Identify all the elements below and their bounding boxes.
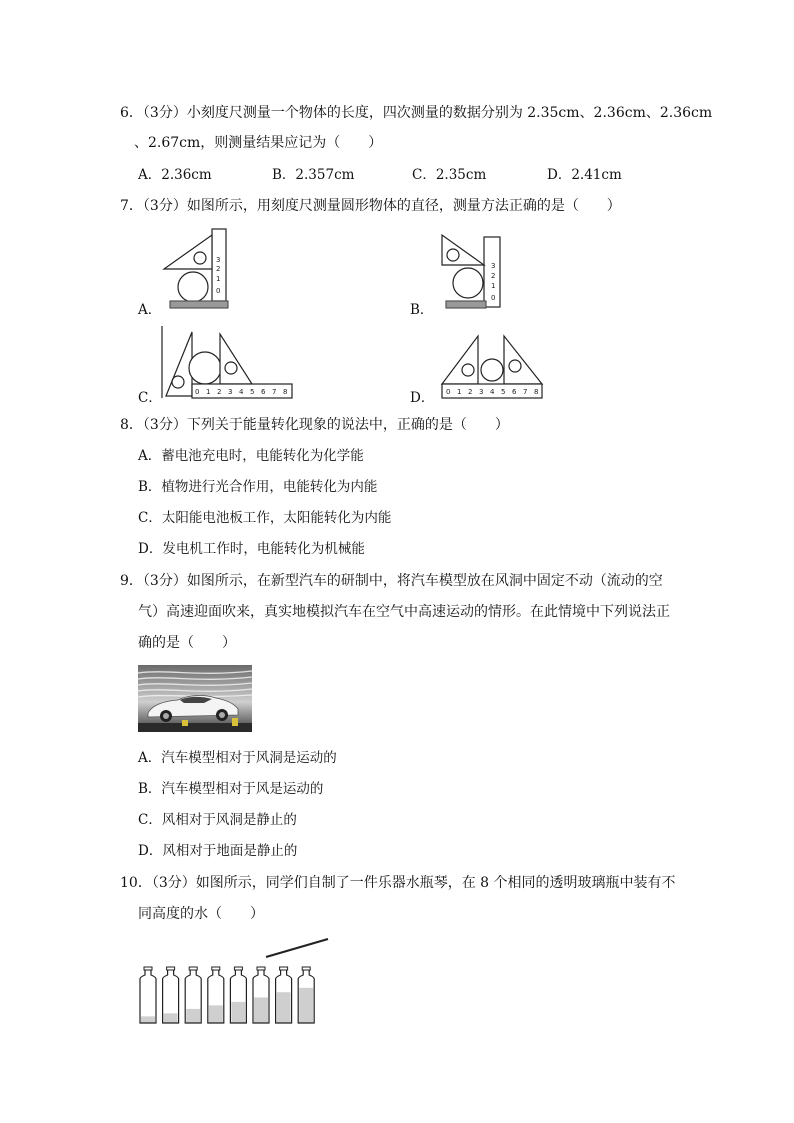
right-set-square	[504, 336, 542, 384]
ruler-tick-label: 0	[446, 388, 451, 396]
ruler-tick-label: 1	[491, 282, 496, 290]
q7-label-d: D．	[410, 390, 435, 406]
q9-wind-tunnel-photo	[138, 665, 252, 732]
right-set-square	[220, 334, 252, 384]
water-level	[164, 1013, 178, 1023]
ruler-tick-label: 6	[261, 388, 266, 396]
q6-option-c: C．2.35cm	[412, 167, 487, 183]
set-square	[164, 235, 212, 269]
q7-figure-d	[438, 326, 548, 402]
ruler-tick-label: 1	[457, 388, 462, 396]
ruler-tick-label: 0	[195, 388, 200, 396]
base-block	[446, 301, 486, 308]
q6-option-b: B．2.357cm	[272, 167, 355, 183]
q7-figure-c	[158, 322, 298, 402]
ruler-tick-label: 5	[250, 388, 255, 396]
ruler-tick-label: 7	[272, 388, 277, 396]
q6-option-a: A．2.36cm	[138, 167, 212, 183]
q9-option-a: A．汽车模型相对于风洞是运动的	[138, 750, 337, 766]
water-bottle	[208, 967, 224, 1023]
q10-water-bottles-figure	[134, 935, 334, 1030]
round-object	[189, 352, 221, 384]
base-block	[170, 301, 228, 308]
q10-stem-line1: 10．（3分）如图所示，同学们自制了一件乐器水瓶琴，在 8 个相同的透明玻璃瓶中装有不	[120, 875, 676, 891]
round-object	[178, 272, 208, 302]
ruler-tick-label: 1	[206, 388, 211, 396]
q6-option-d: D．2.41cm	[547, 167, 622, 183]
ruler-tick-label: 6	[512, 388, 517, 396]
water-bottle	[140, 967, 156, 1023]
water-level	[209, 1005, 223, 1023]
water-level	[141, 1016, 155, 1023]
water-bottle	[298, 967, 314, 1023]
q7-label-b: B．	[410, 302, 434, 318]
q6-stem-line1: 6．（3分）小刻度尺测量一个物体的长度，四次测量的数据分别为 2.35cm、2.36cm、2.36cm	[120, 105, 713, 121]
q7-label-a: A．	[138, 302, 162, 318]
water-bottle	[276, 967, 292, 1023]
ruler-tick-label: 2	[216, 265, 221, 273]
ruler-tick-label: 8	[283, 388, 288, 396]
striking-stick	[266, 939, 328, 957]
ruler-tick-label: 3	[216, 256, 221, 264]
q7-figure-a	[160, 225, 240, 313]
round-object	[481, 359, 503, 381]
q9-stem-line2: 气）高速迎面吹来，真实地模拟汽车在空气中高速运动的情形。在此情境中下列说法正	[138, 604, 670, 620]
q9-option-c: C．风相对于风洞是静止的	[138, 812, 297, 828]
q9-stem-line3: 确的是（ ）	[138, 635, 236, 651]
left-set-square	[166, 332, 192, 396]
q8-option-c: C．太阳能电池板工作，太阳能转化为内能	[138, 510, 392, 526]
water-level	[231, 1002, 245, 1023]
q9-option-d: D．风相对于地面是静止的	[138, 843, 298, 859]
q9-stem-line1: 9．（3分）如图所示，在新型汽车的研制中，将汽车模型放在风洞中固定不动（流动的空	[120, 573, 663, 589]
ruler-tick-label: 4	[239, 388, 244, 396]
water-level	[254, 997, 268, 1023]
q10-stem-line2: 同高度的水（ ）	[138, 906, 264, 922]
ruler-tick-label: 1	[216, 275, 221, 283]
ruler-tick-label: 3	[491, 262, 496, 270]
left-set-square	[442, 336, 478, 384]
water-level	[299, 988, 313, 1023]
set-square	[442, 235, 484, 265]
q7-figure-b	[438, 231, 513, 313]
ruler-tick-label: 5	[501, 388, 506, 396]
ruler-tick-label: 4	[490, 388, 495, 396]
water-bottle	[185, 967, 201, 1023]
water-level	[277, 992, 291, 1023]
q6-stem-line2: 、2.67cm，则测量结果应记为（ ）	[134, 135, 383, 151]
q8-option-d: D．发电机工作时，电能转化为机械能	[138, 541, 365, 557]
ruler-tick-label: 0	[216, 287, 221, 295]
ruler-tick-label: 2	[491, 272, 496, 280]
water-bottle	[230, 967, 246, 1023]
water-bottle	[163, 967, 179, 1023]
q7-stem: 7．（3分）如图所示，用刻度尺测量圆形物体的直径，测量方法正确的是（ ）	[120, 198, 621, 214]
q8-option-b: B．植物进行光合作用，电能转化为内能	[138, 479, 378, 495]
q8-stem: 8．（3分）下列关于能量转化现象的说法中，正确的是（ ）	[120, 417, 509, 433]
ruler-tick-label: 2	[468, 388, 473, 396]
q7-label-c: C．	[138, 390, 162, 406]
ruler-tick-label: 3	[228, 388, 233, 396]
ruler-tick-label: 2	[217, 388, 222, 396]
q9-option-b: B．汽车模型相对于风是运动的	[138, 781, 324, 797]
ruler-tick-label: 0	[491, 294, 496, 302]
ruler-tick-label: 8	[534, 388, 539, 396]
round-object	[453, 268, 483, 298]
q8-option-a: A．蓄电池充电时，电能转化为化学能	[138, 448, 364, 464]
water-bottle	[253, 967, 269, 1023]
water-level	[186, 1009, 200, 1023]
ruler-tick-label: 3	[479, 388, 484, 396]
ruler-tick-label: 7	[523, 388, 528, 396]
